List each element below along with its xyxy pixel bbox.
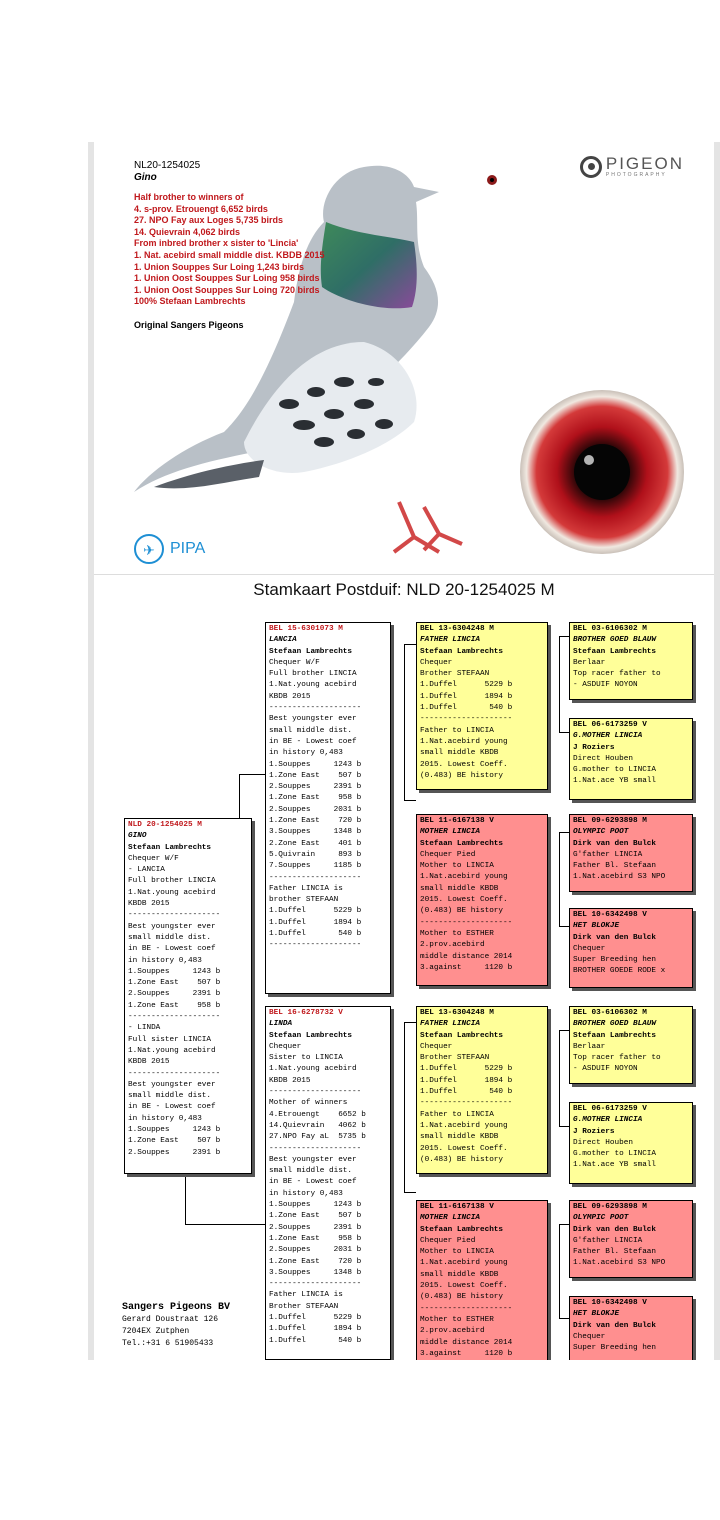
info-line: Brother STEFAAN <box>269 1302 339 1311</box>
connector <box>559 1224 560 1318</box>
info-line: Mother of winners <box>269 1099 348 1108</box>
pipa-logo <box>134 534 205 564</box>
subject-name: Gino <box>134 172 157 183</box>
ring-number: BEL 03-6106302 M <box>573 1009 647 1017</box>
info-line: 1.Duffel 5229 b <box>420 681 513 690</box>
pedigree-document <box>88 142 720 1360</box>
bird-icon: ✈ <box>134 534 164 564</box>
owner-name: Stefaan Lambrechts <box>573 647 657 656</box>
great-grandsire-card <box>569 814 693 892</box>
info-line: Chequer <box>573 1332 606 1341</box>
great-granddam-card <box>569 718 693 800</box>
info-line: - LINDA <box>128 1024 161 1033</box>
owner-name: Stefaan Lambrechts <box>269 647 353 656</box>
achievement-line: 4. s-prov. Etrouengt 6,652 birds <box>134 203 268 214</box>
info-line: in BE - Lowest coef <box>128 945 216 954</box>
info-line: in BE - Lowest coef <box>128 1103 216 1112</box>
info-line: 1.Zone East 507 b <box>269 771 362 780</box>
info-line: Chequer <box>420 1042 453 1051</box>
info-line: Mother to LINCIA <box>420 1248 494 1257</box>
info-line: Direct Houben <box>573 754 633 763</box>
info-line: 4.Etrouengt 6652 b <box>269 1110 366 1119</box>
pedigree-title: Stamkaart Postduif: NLD 20-1254025 M <box>253 580 555 599</box>
info-line: 3.Souppes 1348 b <box>269 1268 362 1277</box>
info-line: middle distance 2014 <box>420 1338 513 1347</box>
info-line: 1.Duffel 1894 b <box>269 918 362 927</box>
info-line: Super Breeding hen <box>573 1344 657 1353</box>
info-line: 2015. Lowest Coeff. <box>420 896 508 905</box>
owner-name: Dirk van den Bulck <box>573 933 657 942</box>
bird-name: BROTHER GOED BLAUW <box>573 636 657 645</box>
info-line: 1.Zone East 958 b <box>269 794 362 803</box>
info-line: Super Breeding hen <box>573 956 657 965</box>
info-line: G.mother to LINCIA <box>573 766 657 775</box>
info-line: -------------------- <box>420 918 513 927</box>
info-line: Chequer Pied <box>420 1236 476 1245</box>
great-granddam-card <box>569 1102 693 1184</box>
origin-text: Original Sangers Pigeons <box>134 320 244 330</box>
info-line: 1.Nat.young acebird <box>128 888 216 897</box>
info-line: 2015. Lowest Coeff. <box>420 1282 508 1291</box>
info-line: G'father LINCIA <box>573 850 643 859</box>
info-line: 1.Zone East 507 b <box>269 1212 362 1221</box>
achievement-line: 100% Stefaan Lambrechts <box>134 296 246 307</box>
info-line: Sister to LINCIA <box>269 1054 343 1063</box>
ring-number: BEL 11-6167138 V <box>420 1203 494 1211</box>
info-line: Chequer W/F <box>128 854 179 863</box>
info-line: Full brother LINCIA <box>269 670 357 679</box>
granddam-card <box>416 814 548 986</box>
info-line: 1.Nat.acebird young <box>420 1121 508 1130</box>
info-line: 1.Zone East 507 b <box>128 1137 221 1146</box>
bird-name: G.MOTHER LINCIA <box>573 1116 643 1125</box>
bird-name: FATHER LINCIA <box>420 1020 480 1029</box>
info-line: -------------------- <box>269 873 362 882</box>
info-line: 27.NPO Fay aL 5735 b <box>269 1133 366 1142</box>
info-line: -------------------- <box>269 1144 362 1153</box>
owner-name: Stefaan Lambrechts <box>420 1031 504 1040</box>
info-line: 5.Quivrain 893 b <box>269 850 362 859</box>
great-granddam-card <box>569 908 693 988</box>
info-line: Direct Houben <box>573 1138 633 1147</box>
info-line: 1.Souppes 1243 b <box>269 760 362 769</box>
info-line: 2.Zone East 401 b <box>269 839 362 848</box>
ring-number: BEL 03-6106302 M <box>573 625 647 633</box>
connector <box>559 1126 569 1127</box>
connector <box>404 800 416 801</box>
info-line: (0.483) BE history <box>420 1293 504 1302</box>
info-line: -------------------- <box>269 704 362 713</box>
info-line: Top racer father to <box>573 1054 661 1063</box>
info-line: in history 0,483 <box>269 1189 343 1198</box>
info-line: - ASDUIF NOYON <box>573 1065 638 1074</box>
info-line: (0.483) BE history <box>420 1155 504 1164</box>
info-line: G.mother to LINCIA <box>573 1150 657 1159</box>
ring-number: BEL 15-6301073 M <box>269 625 343 633</box>
info-line: 1.Nat.young acebird <box>269 1065 357 1074</box>
info-line: -------------------- <box>128 911 221 920</box>
info-line: small middle dist. <box>269 1167 353 1176</box>
breeder-address <box>122 1302 230 1350</box>
info-line: Chequer W/F <box>269 658 320 667</box>
granddam-card <box>416 1200 548 1360</box>
info-line: (0.483) BE history <box>420 771 504 780</box>
info-line: 2.Souppes 2391 b <box>128 1148 221 1157</box>
info-line: -------------------- <box>269 1088 362 1097</box>
owner-name: Stefaan Lambrechts <box>420 839 504 848</box>
info-line: 1.Nat.acebird young <box>420 873 508 882</box>
achievement-line: 27. NPO Fay aux Loges 5,735 birds <box>134 215 284 226</box>
info-line: in history 0,483 <box>128 956 202 965</box>
achievement-line: 1. Union Souppes Sur Loing 1,243 birds <box>134 261 305 272</box>
info-line: (0.483) BE history <box>420 907 504 916</box>
info-line: KBDB 2015 <box>128 1058 170 1067</box>
bird-name: GINO <box>128 832 147 841</box>
connector <box>404 644 405 800</box>
connector <box>559 832 569 833</box>
photo-header <box>94 142 714 574</box>
owner-name: J Roziers <box>573 1127 615 1136</box>
info-line: 1.Souppes 1243 b <box>128 967 221 976</box>
ring-number: BEL 10-6342498 V <box>573 1299 647 1307</box>
connector <box>239 774 240 818</box>
info-line: in history 0,483 <box>269 749 343 758</box>
info-line: in BE - Lowest coef <box>269 1178 357 1187</box>
info-line: -------------------- <box>420 1099 513 1108</box>
info-line: Father Bl. Stefaan <box>573 1248 657 1257</box>
info-line: small middle KBDB <box>420 749 499 758</box>
bird-name: FATHER LINCIA <box>420 636 480 645</box>
info-line: small middle KBDB <box>420 1133 499 1142</box>
connector <box>559 1030 560 1126</box>
info-line: Mother to ESTHER <box>420 929 494 938</box>
info-line: small middle KBDB <box>420 884 499 893</box>
info-line: 1.Zone East 958 b <box>128 1001 221 1010</box>
info-line: Father LINCIA is <box>269 884 343 893</box>
info-line: 3.against 1120 b <box>420 963 513 972</box>
achievement-line: 14. Quievrain 4,062 birds <box>134 226 241 237</box>
owner-name: Dirk van den Bulck <box>573 839 657 848</box>
bird-name: MOTHER LINCIA <box>420 1214 480 1223</box>
info-line: Father to LINCIA <box>420 726 494 735</box>
dam-card <box>265 1006 391 1360</box>
info-line: 1.Nat.young acebird <box>128 1046 216 1055</box>
info-line: -------------------- <box>269 1280 362 1289</box>
company-name: Sangers Pigeons BV <box>122 1302 231 1313</box>
info-line: Full brother LINCIA <box>128 877 216 886</box>
info-line: Father Bl. Stefaan <box>573 862 657 871</box>
bird-name: G.MOTHER LINCIA <box>573 732 643 741</box>
info-line: small middle dist. <box>128 933 212 942</box>
info-line: 1.Souppes 1243 b <box>269 1201 362 1210</box>
achievement-list <box>134 192 364 308</box>
info-line: Best youngster ever <box>269 715 357 724</box>
info-line: 1.Duffel 540 b <box>269 930 362 939</box>
connector <box>559 636 569 637</box>
info-line: Father LINCIA is <box>269 1291 343 1300</box>
info-line: 1.Nat.ace YB small <box>573 777 657 786</box>
ring-number: BEL 06-6173259 V <box>573 1105 647 1113</box>
info-line: 2015. Lowest Coeff. <box>420 760 508 769</box>
info-line: 1.Nat.acebird S3 NPO <box>573 1259 666 1268</box>
owner-name: J Roziers <box>573 743 615 752</box>
info-line: G'father LINCIA <box>573 1236 643 1245</box>
info-line: KBDB 2015 <box>269 1076 311 1085</box>
info-line: 2.Souppes 2031 b <box>269 1246 362 1255</box>
owner-name: Dirk van den Bulck <box>573 1225 657 1234</box>
info-line: 3.Souppes 1348 b <box>269 828 362 837</box>
info-line: 1.Duffel 540 b <box>420 1088 513 1097</box>
great-granddam-card <box>569 1296 693 1360</box>
connector <box>559 732 569 733</box>
info-line: small middle dist. <box>269 726 353 735</box>
connector <box>404 1192 416 1193</box>
info-line: -------------------- <box>128 1069 221 1078</box>
info-line: 1.Duffel 5229 b <box>269 907 362 916</box>
bird-name: BROTHER GOED BLAUW <box>573 1020 657 1029</box>
info-line: middle distance 2014 <box>420 952 513 961</box>
achievement-line: 1. Nat. acebird small middle dist. KBDB 2015 <box>134 249 325 260</box>
subject-card <box>124 818 252 1174</box>
info-line: Berlaar <box>573 658 606 667</box>
pigeon-photography-logo <box>580 156 684 178</box>
info-line: 1.Nat.acebird young <box>420 737 508 746</box>
info-line: Best youngster ever <box>269 1155 357 1164</box>
info-line: 1.Duffel 1894 b <box>420 692 513 701</box>
info-line: 1.Nat.acebird young <box>420 1259 508 1268</box>
achievement-line: 1. Union Oost Souppes Sur Loing 958 birds <box>134 273 320 284</box>
ring-number: BEL 10-6342498 V <box>573 911 647 919</box>
owner-name: Stefaan Lambrechts <box>269 1031 353 1040</box>
info-line: 2.Souppes 2031 b <box>269 805 362 814</box>
info-line: 1.Duffel 540 b <box>269 1336 362 1345</box>
connector <box>559 1030 569 1031</box>
info-line: 14.Quievrain 4062 b <box>269 1121 366 1130</box>
great-grandsire-card <box>569 622 693 700</box>
ring-number: BEL 11-6167138 V <box>420 817 494 825</box>
info-line: 1.Nat.ace YB small <box>573 1161 657 1170</box>
bird-name: HET BLOKJE <box>573 1310 620 1319</box>
owner-name: Stefaan Lambrechts <box>573 1031 657 1040</box>
info-line: Chequer Pied <box>420 850 476 859</box>
info-line: 1.Souppes 1243 b <box>128 1126 221 1135</box>
info-line: brother STEFAAN <box>269 896 339 905</box>
ring-number: BEL 13-6304248 M <box>420 625 494 633</box>
bird-name: HET BLOKJE <box>573 922 620 931</box>
info-line: Top racer father to <box>573 670 661 679</box>
pipa-text: PIPA <box>170 540 206 557</box>
info-line: 2.prov.acebird <box>420 941 485 950</box>
info-line: Chequer <box>420 658 453 667</box>
ring-number: BEL 06-6173259 V <box>573 721 647 729</box>
connector <box>559 1224 569 1225</box>
ring-number: NLD 20-1254025 M <box>128 821 202 829</box>
bird-name: OLYMPIC POOT <box>573 828 629 837</box>
ring-number: BEL 09-6293898 M <box>573 1203 647 1211</box>
connector <box>559 636 560 732</box>
phone: Tel.:+31 6 51905433 <box>122 1339 214 1348</box>
logo-subtitle: PHOTOGRAPHY <box>605 172 667 178</box>
camera-icon <box>580 156 602 178</box>
info-line: 2.Souppes 2391 b <box>128 990 221 999</box>
connector <box>559 1318 569 1319</box>
divider <box>94 574 714 575</box>
sire-card <box>265 622 391 994</box>
info-line: Best youngster ever <box>128 922 216 931</box>
info-line: 1.Zone East 507 b <box>128 979 221 988</box>
connector <box>559 832 560 926</box>
ring-number: BEL 13-6304248 M <box>420 1009 494 1017</box>
info-line: 1.Duffel 5229 b <box>420 1065 513 1074</box>
info-line: in history 0,483 <box>128 1114 202 1123</box>
info-line: Chequer <box>573 944 606 953</box>
achievement-line: From inbred brother x sister to 'Lincia' <box>134 238 299 249</box>
ring-number: BEL 09-6293898 M <box>573 817 647 825</box>
connector <box>559 926 569 927</box>
info-line: 1.Duffel 5229 b <box>269 1314 362 1323</box>
info-line: -------------------- <box>128 1013 221 1022</box>
subject-ring-number: NL20-1254025 <box>134 160 201 171</box>
info-line: 1.Duffel 1894 b <box>269 1325 362 1334</box>
info-line: Full sister LINCIA <box>128 1035 212 1044</box>
info-line: -------------------- <box>420 715 513 724</box>
info-line: Berlaar <box>573 1042 606 1051</box>
owner-name: Stefaan Lambrechts <box>420 1225 504 1234</box>
info-line: Chequer <box>269 1042 302 1051</box>
owner-name: Stefaan Lambrechts <box>420 647 504 656</box>
bird-name: LINDA <box>269 1020 293 1029</box>
bird-name: LANCIA <box>269 636 297 645</box>
info-line: 2.prov.acebird <box>420 1327 485 1336</box>
info-line: 1.Zone East 720 b <box>269 1257 362 1266</box>
info-line: 1.Duffel 540 b <box>420 704 513 713</box>
info-line: Brother STEFAAN <box>420 1054 490 1063</box>
grandsire-card <box>416 622 548 790</box>
city: 7204EX Zutphen <box>122 1327 190 1336</box>
info-line: - LANCIA <box>128 866 165 875</box>
great-grandsire-card <box>569 1200 693 1278</box>
connector <box>239 774 265 775</box>
info-line: 2015. Lowest Coeff. <box>420 1144 508 1153</box>
info-line: 2.Souppes 2391 b <box>269 783 362 792</box>
info-line: Mother to LINCIA <box>420 862 494 871</box>
info-line: 1.Nat.acebird S3 NPO <box>573 873 666 882</box>
info-line: 7.Souppes 1185 b <box>269 862 362 871</box>
info-line: 3.against 1120 b <box>420 1349 513 1358</box>
connector <box>404 644 416 645</box>
info-line: Mother to ESTHER <box>420 1315 494 1324</box>
info-line: Brother STEFAAN <box>420 670 490 679</box>
ring-number: BEL 16-6278732 V <box>269 1009 343 1017</box>
achievement-line: 1. Union Oost Souppes Sur Loing 720 birds <box>134 284 320 295</box>
info-line: -------------------- <box>420 1304 513 1313</box>
connector <box>404 1022 405 1192</box>
info-line: Father to LINCIA <box>420 1110 494 1119</box>
bird-name: OLYMPIC POOT <box>573 1214 629 1223</box>
grandsire-card <box>416 1006 548 1174</box>
street: Gerard Doustraat 126 <box>122 1315 219 1324</box>
info-line: 1.Duffel 1894 b <box>420 1076 513 1085</box>
info-line: -------------------- <box>269 941 362 950</box>
info-line: small middle dist. <box>128 1092 212 1101</box>
info-line: in BE - Lowest coef <box>269 737 357 746</box>
info-line: - ASDUIF NOYON <box>573 681 638 690</box>
connector <box>185 1174 186 1224</box>
info-line: small middle KBDB <box>420 1270 499 1279</box>
info-line: KBDB 2015 <box>128 900 170 909</box>
info-line: 1.Zone East 720 b <box>269 817 362 826</box>
info-line: KBDB 2015 <box>269 692 311 701</box>
info-line: 2.Souppes 2391 b <box>269 1223 362 1232</box>
connector <box>404 1022 416 1023</box>
achievement-line: Half brother to winners of <box>134 192 244 202</box>
great-grandsire-card <box>569 1006 693 1084</box>
info-line: BROTHER GOEDE RODE x <box>573 967 666 976</box>
owner-name: Stefaan Lambrechts <box>128 843 212 852</box>
info-line: Best youngster ever <box>128 1080 216 1089</box>
owner-name: Dirk van den Bulck <box>573 1321 657 1330</box>
connector <box>185 1224 265 1225</box>
logo-title: PIGEON <box>605 154 684 173</box>
info-line: 1.Zone East 958 b <box>269 1234 362 1243</box>
info-line: 1.Nat.young acebird <box>269 681 357 690</box>
bird-name: MOTHER LINCIA <box>420 828 480 837</box>
